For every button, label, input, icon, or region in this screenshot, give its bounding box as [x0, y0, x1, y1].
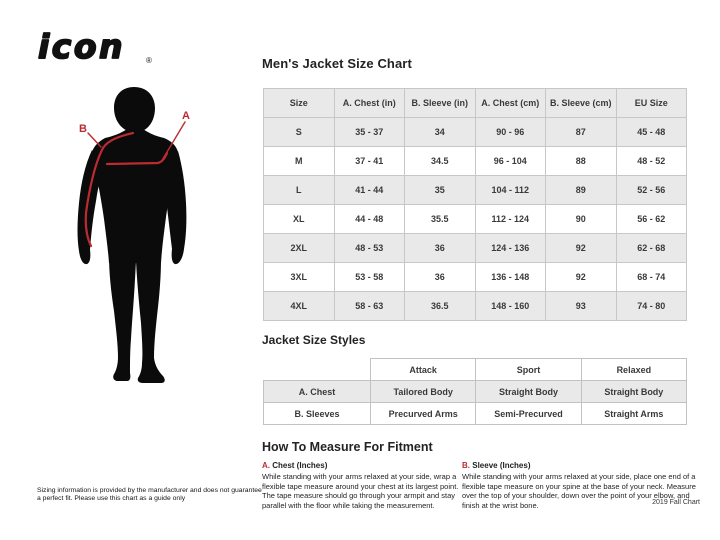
table-row — [264, 292, 687, 321]
column-header: Attack — [371, 359, 476, 381]
table-cell: 34.5 — [405, 147, 476, 176]
fitment-sleeve-letter: B. — [462, 461, 470, 470]
table-cell: 104 - 112 — [475, 176, 546, 205]
table-cell: 41 - 44 — [334, 176, 405, 205]
fitment-chest-heading — [262, 461, 462, 470]
table-row — [264, 403, 687, 425]
table-cell: 68 - 74 — [616, 263, 687, 292]
jacket-size-styles-table — [263, 358, 687, 425]
table-cell: Straight Body — [581, 381, 686, 403]
silhouette-right-leg — [136, 255, 165, 383]
style-chart-title: Jacket Size Styles — [262, 333, 366, 347]
table-cell: 53 - 58 — [334, 263, 405, 292]
table-cell: 35.5 — [405, 205, 476, 234]
sleeve-label-b: B — [79, 123, 87, 135]
fitment-title: How To Measure For Fitment — [262, 440, 433, 454]
size-chart-title: Men's Jacket Size Chart — [262, 56, 412, 71]
male-silhouette — [78, 87, 187, 383]
table-cell: Straight Body — [476, 381, 581, 403]
table-cell: 89 — [546, 176, 617, 205]
table-cell: Semi-Precurved — [476, 403, 581, 425]
table-row — [264, 205, 687, 234]
table-cell: Tailored Body — [371, 381, 476, 403]
label-b-connector-line — [88, 133, 101, 147]
table-cell: 90 - 96 — [475, 118, 546, 147]
silhouette-left-leg — [109, 255, 136, 381]
table-cell: 36 — [405, 263, 476, 292]
table-cell: Precurved Arms — [371, 403, 476, 425]
column-header: B. Sleeve (cm) — [546, 89, 617, 118]
row-label-cell: L — [264, 176, 335, 205]
fitment-chest-instructions: While standing with your arms relaxed at your side, wrap a flexible tape measure around your chest at its largest point. The tape measure should go through your armpit and stay parallel with the floor while taking the measurement. — [262, 472, 459, 511]
registered-trademark-icon: ® — [146, 56, 152, 65]
table-cell: 36.5 — [405, 292, 476, 321]
table-cell: Straight Arms — [581, 403, 686, 425]
table-cell: 92 — [546, 263, 617, 292]
table-cell: 93 — [546, 292, 617, 321]
mens-jacket-size-table — [263, 88, 687, 321]
row-label-cell: XL — [264, 205, 335, 234]
column-header: EU Size — [616, 89, 687, 118]
fitment-chest-heading-text: Chest (Inches) — [272, 461, 328, 470]
table-cell: 148 - 160 — [475, 292, 546, 321]
table-cell: 48 - 53 — [334, 234, 405, 263]
table-cell: 34 — [405, 118, 476, 147]
table-cell: 35 — [405, 176, 476, 205]
table-cell: 36 — [405, 234, 476, 263]
fitment-sleeve-heading-text: Sleeve (Inches) — [472, 461, 531, 470]
body-silhouette-figure — [58, 85, 210, 387]
fitment-sleeve-instructions: While standing with your arms relaxed at your side, place one end of a flexible tape measure on your spine at the base of your neck. Measure over the top of your shoulder, down over the point of your elbow, and finish at the wrist bone. — [462, 472, 696, 511]
table-cell: 35 - 37 — [334, 118, 405, 147]
chart-version-label: 2019 Fall Chart — [652, 499, 700, 506]
row-label-cell: M — [264, 147, 335, 176]
table-row — [264, 263, 687, 292]
table-cell: 96 - 104 — [475, 147, 546, 176]
logo-wordmark: icon — [38, 27, 126, 66]
table-cell: 136 - 148 — [475, 263, 546, 292]
table-row — [264, 381, 687, 403]
table-cell: 58 - 63 — [334, 292, 405, 321]
table-cell: 56 - 62 — [616, 205, 687, 234]
icon-logo — [36, 22, 176, 70]
table-cell: 88 — [546, 147, 617, 176]
fitment-sleeve-heading — [462, 461, 708, 470]
column-header — [264, 359, 371, 381]
fitment-chest-section — [262, 461, 462, 511]
table-cell: 37 - 41 — [334, 147, 405, 176]
row-label-cell: S — [264, 118, 335, 147]
column-header: Size — [264, 89, 335, 118]
table-cell: 124 - 136 — [475, 234, 546, 263]
table-cell: 44 - 48 — [334, 205, 405, 234]
table-cell: 92 — [546, 234, 617, 263]
table-cell: 52 - 56 — [616, 176, 687, 205]
column-header: Sport — [476, 359, 581, 381]
sizing-disclaimer: Sizing information is provided by the manufacturer and does not guarantee a perfect fit. Please use this chart as a guide only — [37, 487, 262, 503]
chest-label-a: A — [182, 110, 190, 122]
style-table-header-row — [264, 359, 687, 381]
table-row — [264, 147, 687, 176]
size-table-header-row — [264, 89, 687, 118]
column-header: Relaxed — [581, 359, 686, 381]
table-cell: 48 - 52 — [616, 147, 687, 176]
column-header: A. Chest (in) — [334, 89, 405, 118]
row-label-cell: B. Sleeves — [264, 403, 371, 425]
table-row — [264, 118, 687, 147]
fitment-chest-letter: A. — [262, 461, 270, 470]
column-header: A. Chest (cm) — [475, 89, 546, 118]
table-cell: 62 - 68 — [616, 234, 687, 263]
table-row — [264, 234, 687, 263]
column-header: B. Sleeve (in) — [405, 89, 476, 118]
row-label-cell: 3XL — [264, 263, 335, 292]
row-label-cell: 2XL — [264, 234, 335, 263]
table-row — [264, 176, 687, 205]
row-label-cell: 4XL — [264, 292, 335, 321]
table-cell: 90 — [546, 205, 617, 234]
table-cell: 74 - 80 — [616, 292, 687, 321]
table-cell: 87 — [546, 118, 617, 147]
table-cell: 112 - 124 — [475, 205, 546, 234]
table-cell: 45 - 48 — [616, 118, 687, 147]
row-label-cell: A. Chest — [264, 381, 371, 403]
